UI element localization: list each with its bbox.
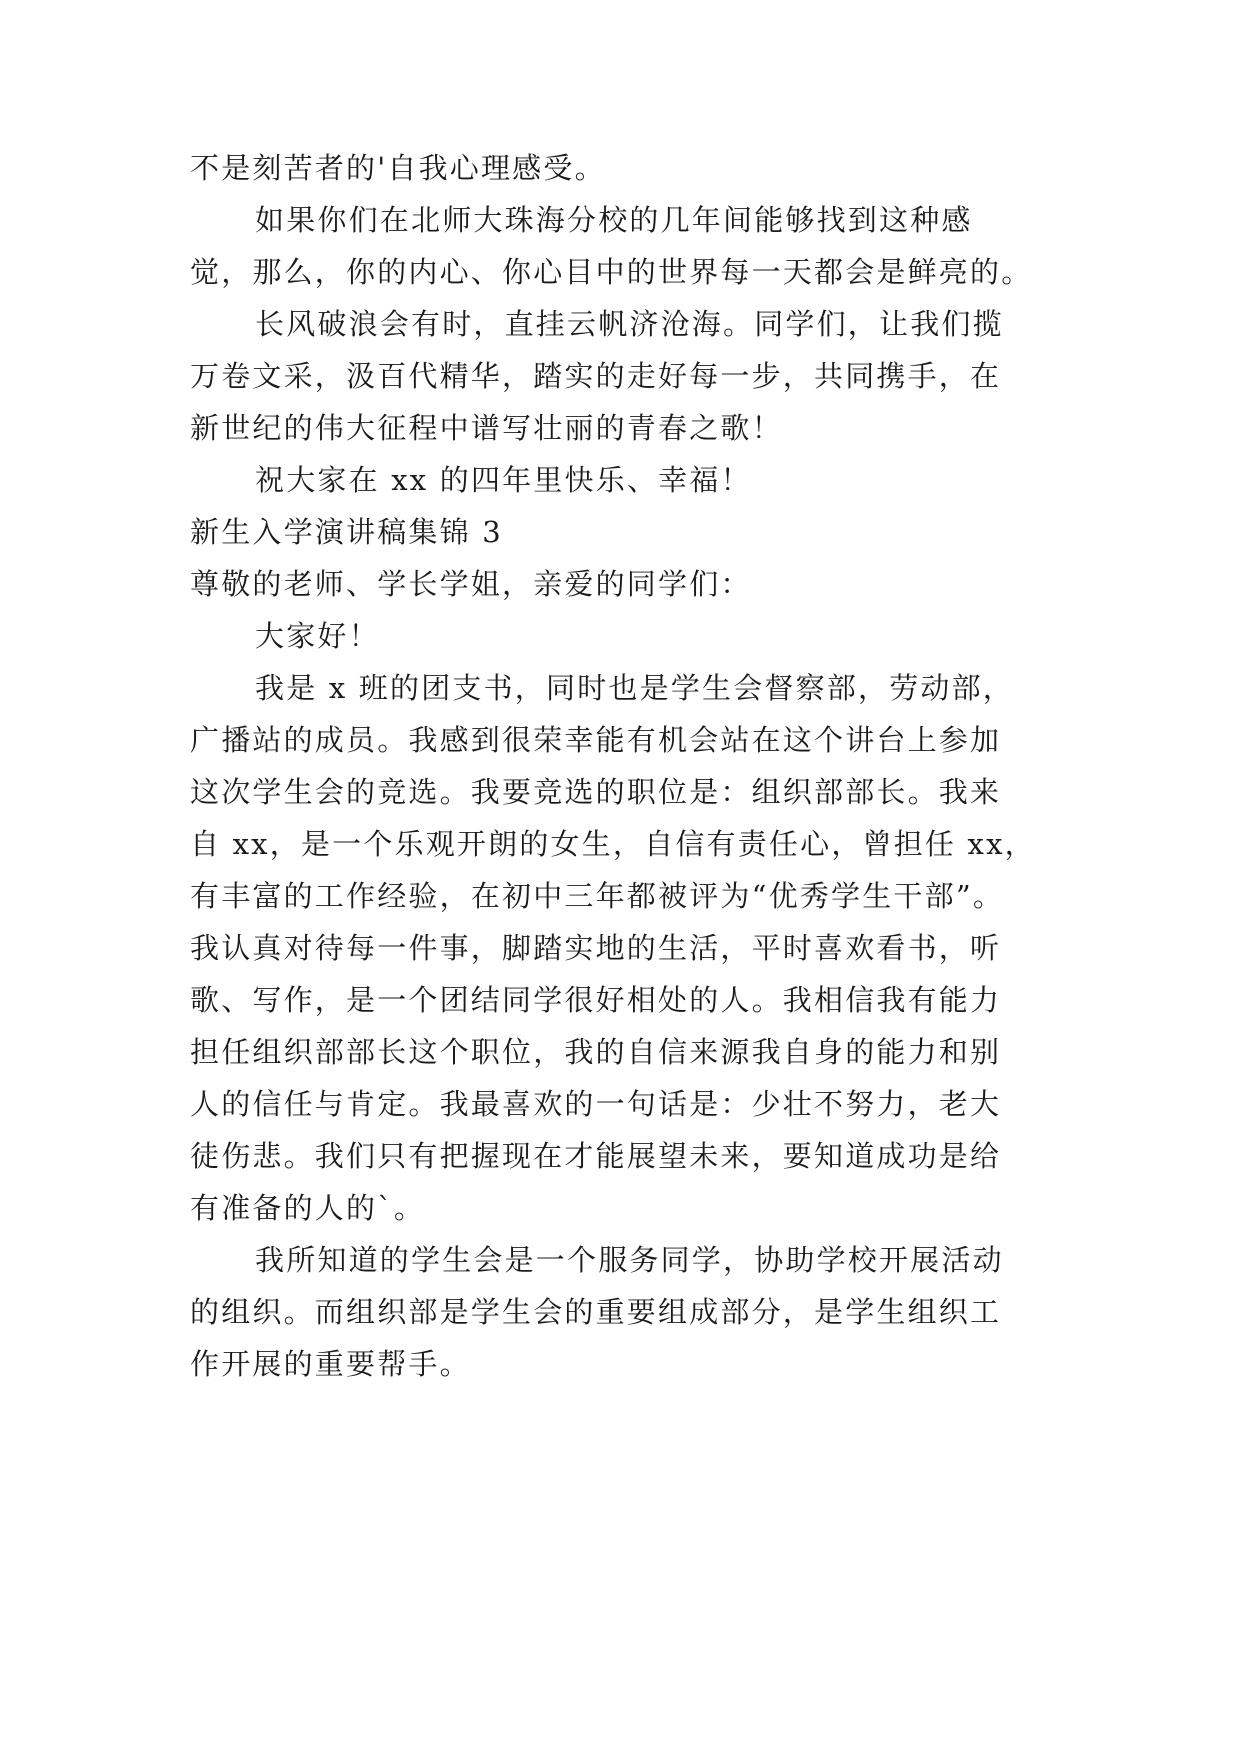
text-line: 担任组织部部长这个职位，我的自信来源我自身的能力和别	[190, 1035, 1002, 1069]
paragraph-first-line: 祝大家在 xx 的四年里快乐、幸福！	[255, 463, 752, 497]
text-line: 歌、写作，是一个团结同学很好相处的人。我相信我有能力	[190, 983, 1002, 1017]
text-line: 人的信任与肯定。我最喜欢的一句话是：少壮不努力，老大	[190, 1087, 1002, 1121]
text-line: 不是刻苦者的'自我心理感受。	[190, 151, 606, 185]
text-line: 自 xx，是一个乐观开朗的女生，自信有责任心，曾担任 xx，	[190, 827, 1036, 861]
text-line: 这次学生会的竞选。我要竞选的职位是：组织部部长。我来	[190, 775, 1002, 809]
text-line: 我认真对待每一件事，脚踏实地的生活，平时喜欢看书，听	[190, 931, 1002, 965]
text-line: 的组织。而组织部是学生会的重要组成部分，是学生组织工	[190, 1295, 1002, 1329]
text-line: 广播站的成员。我感到很荣幸能有机会站在这个讲台上参加	[190, 723, 1002, 757]
text-line: 有丰富的工作经验，在初中三年都被评为“优秀学生干部”。	[190, 879, 1005, 913]
paragraph-first-line: 我所知道的学生会是一个服务同学，协助学校开展活动	[255, 1243, 1004, 1277]
text-line: 新世纪的伟大征程中谱写壮丽的青春之歌！	[190, 411, 783, 445]
text-line: 万卷文采，汲百代精华，踏实的走好每一步，共同携手，在	[190, 359, 1002, 393]
section-heading: 新生入学演讲稿集锦 3	[190, 515, 503, 549]
paragraph-first-line: 长风破浪会有时，直挂云帆济沧海。同学们，让我们揽	[255, 307, 1004, 341]
paragraph-first-line: 如果你们在北师大珠海分校的几年间能够找到这种感	[255, 203, 973, 237]
paragraph-first-line: 我是 x 班的团支书，同时也是学生会督察部，劳动部，	[255, 671, 1014, 705]
text-line: 作开展的重要帮手。	[190, 1347, 471, 1381]
text-line: 觉，那么，你的内心、你心目中的世界每一天都会是鲜亮的。	[190, 255, 1033, 289]
text-line: 徒伤悲。我们只有把握现在才能展望未来，要知道成功是给	[190, 1139, 1002, 1173]
text-line: 有准备的人的`。	[190, 1191, 426, 1225]
greeting: 大家好！	[255, 619, 380, 653]
salutation: 尊敬的老师、学长学姐，亲爱的同学们：	[190, 567, 752, 601]
